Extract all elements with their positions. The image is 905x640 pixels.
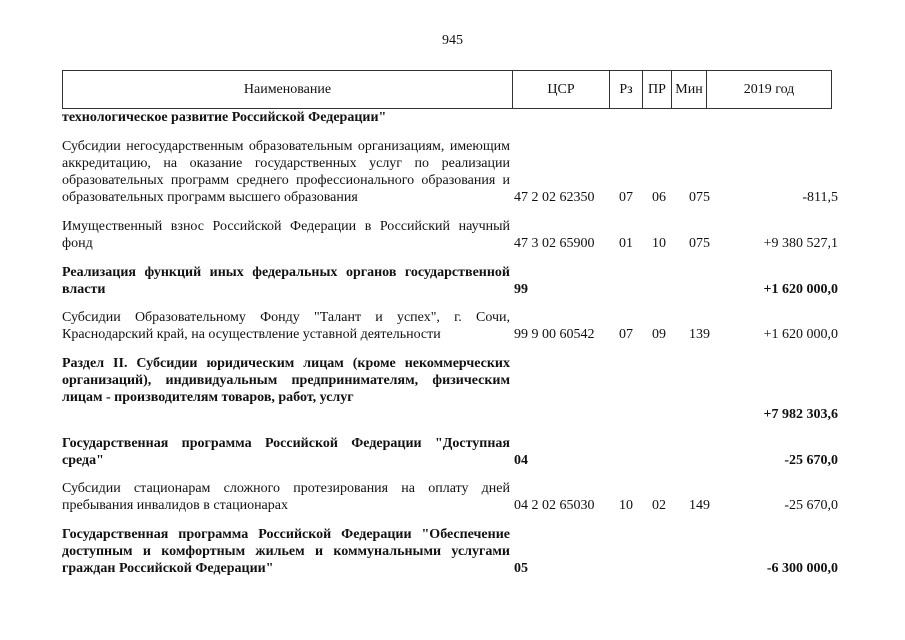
row-min: 139 [689, 327, 710, 342]
row-rz: 07 [619, 327, 633, 342]
row-csr: 47 3 02 65900 [514, 236, 595, 251]
header-name: Наименование [63, 71, 513, 109]
row-amount: +9 380 527,1 [763, 236, 838, 251]
row-amount: +7 982 303,6 [763, 407, 838, 422]
row-amount: +1 620 000,0 [763, 282, 838, 297]
table-row [62, 138, 838, 206]
page-number: 945 [442, 33, 463, 48]
row-rz: 10 [619, 498, 633, 513]
row-csr: 04 2 02 65030 [514, 498, 595, 513]
row-amount: -811,5 [802, 190, 838, 205]
table-row [62, 435, 838, 469]
row-name: Субсидии стационарам сложного протезирования на оплату дней пребывания инвалидов в стационарах [62, 481, 510, 513]
header-year: 2019 год [707, 71, 832, 109]
row-name: Субсидии Образовательному Фонду "Талант и успех", г. Сочи, Краснодарский край, на осуществление уставной деятельности [62, 310, 510, 342]
row-name: технологическое развитие Российской Федерации" [62, 110, 387, 125]
table-row [62, 218, 838, 252]
table-row [62, 355, 838, 423]
row-amount: -25 670,0 [784, 498, 838, 513]
table-row [62, 264, 838, 298]
row-pr: 09 [652, 327, 666, 342]
row-name: Субсидии негосударственным образовательным организациям, имеющим аккредитацию, на оказание государственных услуг по реализации образовательных программ среднего профессионального образования и образовательных программ высшего образования [62, 139, 510, 205]
row-min: 149 [689, 498, 710, 513]
row-amount: -6 300 000,0 [766, 561, 838, 576]
row-name: Имущественный взнос Российской Федерации в Российский научный фонд [62, 219, 510, 251]
row-csr: 47 2 02 62350 [514, 190, 595, 205]
row-name: Государственная программа Российской Федерации "Доступная среда" [62, 436, 510, 468]
row-csr: 99 9 00 60542 [514, 327, 595, 342]
row-csr: 05 [514, 561, 528, 576]
header-pr: ПР [643, 71, 672, 109]
row-rz: 01 [619, 236, 633, 251]
row-csr: 99 [514, 282, 528, 297]
row-name: Государственная программа Российской Федерации "Обеспечение доступным и комфортным жильем и коммунальными услугами граждан Российской Федерации" [62, 527, 510, 576]
row-min: 075 [689, 236, 710, 251]
row-pr: 06 [652, 190, 666, 205]
row-name: Реализация функций иных федеральных органов государственной власти [62, 265, 510, 297]
header-min: Мин [672, 71, 707, 109]
row-name: Раздел II. Субсидии юридическим лицам (кроме некоммерческих организаций), индивидуальным предпринимателям, физическим лицам - производителям товаров, работ, услуг [62, 356, 510, 405]
header-rz: Рз [610, 71, 643, 109]
table-row [62, 109, 838, 126]
row-rz: 07 [619, 190, 633, 205]
table-row [62, 309, 838, 343]
row-pr: 02 [652, 498, 666, 513]
table-row [62, 526, 838, 577]
row-amount: +1 620 000,0 [763, 327, 838, 342]
table-row [62, 480, 838, 514]
row-amount: -25 670,0 [784, 453, 838, 468]
row-csr: 04 [514, 453, 528, 468]
row-min: 075 [689, 190, 710, 205]
header-csr: ЦСР [513, 71, 610, 109]
row-pr: 10 [652, 236, 666, 251]
